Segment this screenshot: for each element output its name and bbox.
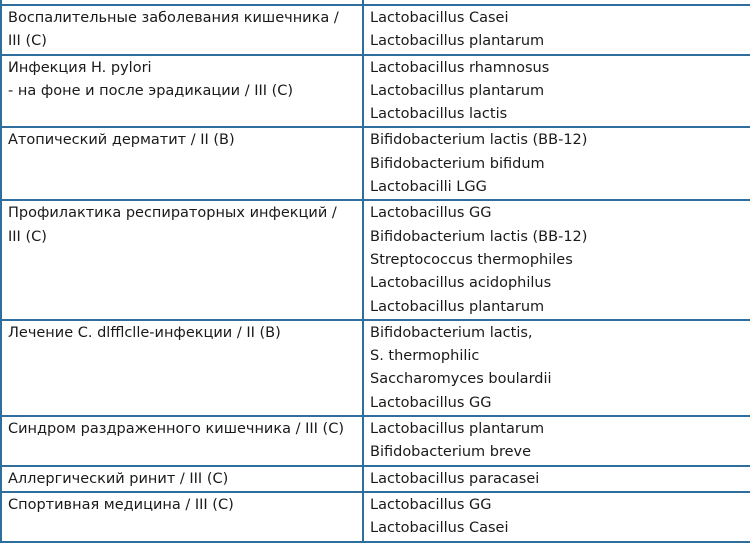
strain-line: Lactobacillus paracasei (370, 470, 540, 487)
strains-cell (363, 416, 750, 466)
table-row (1, 127, 750, 200)
condition-line: Лечение C. dlfflclle-инфекции / II (В) (8, 324, 281, 341)
table-row (1, 416, 750, 466)
strain-line: Lactobacillus GG (370, 394, 492, 411)
strain-line: Lactobacillus plantarum (370, 421, 545, 438)
table-row (1, 466, 750, 492)
strain-line: Lactobacillus acidophilus (370, 275, 552, 292)
strain-line: Lactobacillus rhamnosus (370, 59, 550, 76)
condition-cell (1, 466, 363, 492)
strains-cell (363, 5, 750, 55)
strain-line: Lactobacillus GG (370, 496, 492, 513)
condition-line: Профилактика респираторных инфекций / (8, 205, 337, 222)
condition-line: Спортивная медицина / III (С) (8, 496, 234, 513)
table-row (1, 200, 750, 319)
table-row (1, 492, 750, 542)
condition-cell (1, 5, 363, 55)
table-row (1, 55, 750, 128)
strain-line: Lactobacillus lactis (370, 106, 508, 123)
strain-line: Lactobacillus plantarum (370, 298, 545, 315)
strains-cell (363, 466, 750, 492)
condition-line: Синдром раздраженного кишечника / III (С) (8, 421, 344, 438)
condition-line: Аллергический ринит / III (С) (8, 470, 229, 487)
strain-line: Bifidobacterium bifidum (370, 155, 545, 172)
condition-line: III (С) (8, 228, 47, 245)
strain-line: Bifidobacterium lactis (BB-12) (370, 228, 588, 245)
strain-line: S. thermophilic (370, 348, 480, 365)
condition-cell (1, 200, 363, 319)
condition-cell (1, 127, 363, 200)
strain-line: Bifidobacterium breve (370, 444, 532, 461)
strain-line: Saccharomyces boulardii (370, 371, 552, 388)
strain-line: Bifidobacterium lactis (BB-12) (370, 132, 588, 149)
table-row (1, 320, 750, 416)
strain-line: Lactobacillus Casei (370, 10, 509, 26)
strain-line: Bifidobacterium lactis, (370, 324, 533, 341)
strain-line: Lactobacillus plantarum (370, 82, 545, 99)
condition-cell (1, 55, 363, 128)
condition-cell (1, 320, 363, 416)
condition-line: Инфекция H. pylori (8, 59, 152, 76)
condition-line: Атопический дерматит / II (В) (8, 132, 235, 149)
strain-line: Lactobacillus GG (370, 205, 492, 222)
strains-cell (363, 55, 750, 128)
strain-line: Lactobacillus plantarum (370, 33, 545, 50)
condition-cell (1, 492, 363, 542)
strains-cell (363, 200, 750, 319)
strain-line: Lactobacillus Casei (370, 520, 509, 537)
condition-line: - на фоне и после эрадикации / III (С) (8, 82, 294, 99)
strains-cell (363, 492, 750, 542)
strain-line: Streptococcus thermophiles (370, 251, 573, 268)
condition-line: III (С) (8, 33, 47, 50)
strains-cell (363, 127, 750, 200)
strain-line: Lactobacilli LGG (370, 179, 487, 196)
strains-cell (363, 320, 750, 416)
table-row (1, 5, 750, 55)
condition-line: Воспалительные заболевания кишечника / (8, 10, 339, 26)
condition-cell (1, 416, 363, 466)
